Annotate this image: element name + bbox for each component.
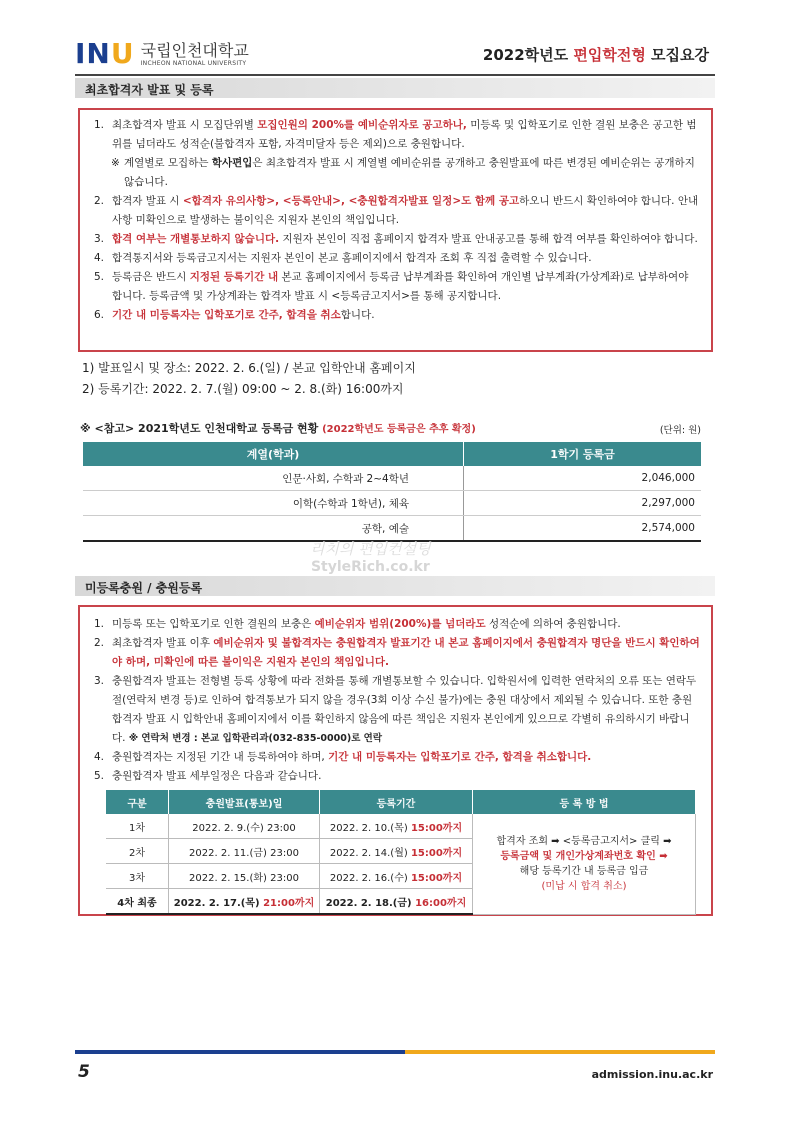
table-row: 공학, 예술 2,574,000 bbox=[83, 516, 701, 542]
col-header-department: 계열(학과) bbox=[83, 442, 464, 466]
list-item: 4. 합격통지서와 등록금고지서는 지원자 본인이 본교 홈페이지에서 합격자 조회 후 직접 출력할 수 있습니다. bbox=[94, 252, 592, 264]
list-item: 5. 충원합격자 발표 세부일정은 다음과 같습니다. bbox=[94, 770, 322, 782]
list-item: 5. 등록금은 반드시 지정된 등록기간 내 본교 홈페이지에서 등록금 납부계좌를 확인하여 개인별 납부계좌(가상계좌)로 납부하여야 합니다. 등록금액 및 가상계좌는 합격자 발표 시 <등록금고지서>를 통해 공지합니다. bbox=[94, 271, 689, 302]
page-title: 2022학년도 편입학전형 모집요강 bbox=[482, 46, 709, 64]
university-logo bbox=[75, 38, 249, 70]
inu-logo-mark: INU bbox=[75, 37, 135, 70]
footer-bar-blue bbox=[75, 1050, 405, 1054]
table-row: 이학(수학과 1학년), 체육 2,297,000 bbox=[83, 491, 701, 516]
list-item: 3. 충원합격자 발표는 전형별 등록 상황에 따라 전화를 통해 개별통보할 수 있습니다. 입학원서에 입력한 연락처의 오류 또는 연락두절(연락처 변경 등)로 인하여 합격통보가 되지 않을 경우(3회 이상 수신 불가)에는 충원 대상에서 제외될 수 있습니다. 또한 충원합격자 발표 시 입학안내 홈페이지에서 이를 확인하지 않음에 따른 책임은 지원자 본인에게 있으므로 각별히 유의하시기 바랍니다. ※ 연락처 변경 : 본교 입학관리과(032-835-0000)로 연락 bbox=[94, 675, 697, 744]
list-item: 4. 충원합격자는 지정된 기간 내 등록하여야 하며, 기간 내 미등록자는 입학포기로 간주, 합격을 취소합니다. bbox=[94, 751, 592, 763]
footer-bar-gold bbox=[405, 1050, 715, 1054]
logo-korean-name: 국립인천대학교 bbox=[140, 40, 249, 60]
header-divider bbox=[75, 74, 715, 76]
page-number: 5 bbox=[78, 1062, 90, 1082]
first-admission-notice-box bbox=[78, 108, 713, 352]
table-row: 2차 2022. 2. 11.(금) 23:00 2022. 2. 14.(월) 15:00까지 bbox=[106, 839, 696, 864]
list-item: 3. 합격 여부는 개별통보하지 않습니다. 지원자 본인이 직접 홈페이지 합격자 발표 안내공고를 통해 합격 여부를 확인하여야 합니다. bbox=[94, 233, 698, 245]
list-item: 6. 기간 내 미등록자는 입학포기로 간주, 합격을 취소합니다. bbox=[94, 309, 375, 321]
fee-table-title: ※ <참고> 2021학년도 인천대학교 등록금 현황 (2022학년도 등록금은 추후 확정) bbox=[80, 422, 476, 435]
schedule-table: 구분 충원발표(통보)일 등록기간 등 록 방 법 1차 2022. 2. 9.(수) 23:00 2022. 2. 10.(목) 15:00까지 합격자 조회 ➡ <등록금고지서> 클릭 ➡ 등록금액 및 개인가상계좌번호 확인 ➡ 해당 등록기간 내 등록금 입금 (미납 시 합격 취소) 2차 2022. 2. 11.(금) 23:00 2022. 2. 14.(월) 15:00까지 3차 2022. 2. 15.(화) 23:00 2022. 2. 16.(수) 15:00까지 4차 최종 2022. 2. 17.(목) 21:00까지 2022. 2. 18.(금) 16:00까지 bbox=[106, 790, 696, 915]
announcement-date: 1) 발표일시 및 장소: 2022. 2. 6.(일) / 본교 입학안내 홈페이지 bbox=[82, 361, 416, 375]
col-header-fee: 1학기 등록금 bbox=[464, 442, 702, 466]
list-item: 1. 미등록 또는 입학포기로 인한 결원의 보충은 예비순위자 범위(200%)를 넘더라도 성적순에 의하여 충원합니다. bbox=[94, 618, 621, 630]
table-row: 4차 최종 2022. 2. 17.(목) 21:00까지 2022. 2. 18.(금) 16:00까지 bbox=[106, 889, 696, 915]
logo-english-name: INCHEON NATIONAL UNIVERSITY bbox=[140, 59, 247, 67]
table-row: 3차 2022. 2. 15.(화) 23:00 2022. 2. 16.(수) 15:00까지 bbox=[106, 864, 696, 889]
section-header-additional-admission: 미등록충원 / 충원등록 bbox=[75, 576, 715, 596]
note-item: ※ 계열별로 모집하는 학사편입은 최초합격자 발표 시 계열별 예비순위를 공개하고 충원발표에 따른 변경된 예비순위는 공개하지 않습니다. bbox=[111, 157, 695, 188]
section-header-first-admission: 최초합격자 발표 및 등록 bbox=[75, 78, 715, 98]
tuition-fee-table bbox=[83, 442, 701, 542]
fee-unit: (단위: 원) bbox=[659, 425, 701, 436]
table-row: 1차 2022. 2. 9.(수) 23:00 2022. 2. 10.(목) 15:00까지 합격자 조회 ➡ <등록금고지서> 클릭 ➡ 등록금액 및 개인가상계좌번호 확인 ➡ 해당 등록기간 내 등록금 입금 (미납 시 합격 취소) bbox=[106, 814, 696, 839]
watermark: 리치의 편입컨설팅 StyleRich.co.kr bbox=[310, 540, 431, 575]
list-item: 1. 최초합격자 발표 시 모집단위별 모집인원의 200%를 예비순위자로 공고하나, 미등록 및 입학포기로 인한 결원 보충은 공고한 범위를 넘더라도 성적순(불합격자 포함, 자격미달자 등은 제외)으로 충원합니다. bbox=[94, 119, 697, 150]
footer-url: admission.inu.ac.kr bbox=[591, 1068, 713, 1081]
table-row: 인문·사회, 수학과 2~4학년 2,046,000 bbox=[83, 466, 701, 491]
registration-method: 합격자 조회 ➡ <등록금고지서> 클릭 ➡ 등록금액 및 개인가상계좌번호 확인 ➡ 해당 등록기간 내 등록금 입금 (미납 시 합격 취소) bbox=[473, 814, 696, 914]
additional-admission-notice-box bbox=[78, 605, 713, 916]
list-item: 2. 합격자 발표 시 <합격자 유의사항>, <등록안내>, <충원합격자발표 일정>도 함께 공고하오니 반드시 확인하여야 합니다. 안내사항 미확인으로 발생하는 불이익은 지원자 본인의 책임입니다. bbox=[94, 195, 699, 226]
registration-period: 2) 등록기간: 2022. 2. 7.(월) 09:00 ~ 2. 8.(화) 16:00까지 bbox=[82, 382, 404, 396]
list-item: 2. 최초합격자 발표 이후 예비순위자 및 불합격자는 충원합격자 발표기간 내 본교 홈페이지에서 충원합격자 명단을 반드시 확인하여야 하며, 미확인에 따른 불이익은 지원자 본인의 책임입니다. bbox=[94, 637, 700, 668]
